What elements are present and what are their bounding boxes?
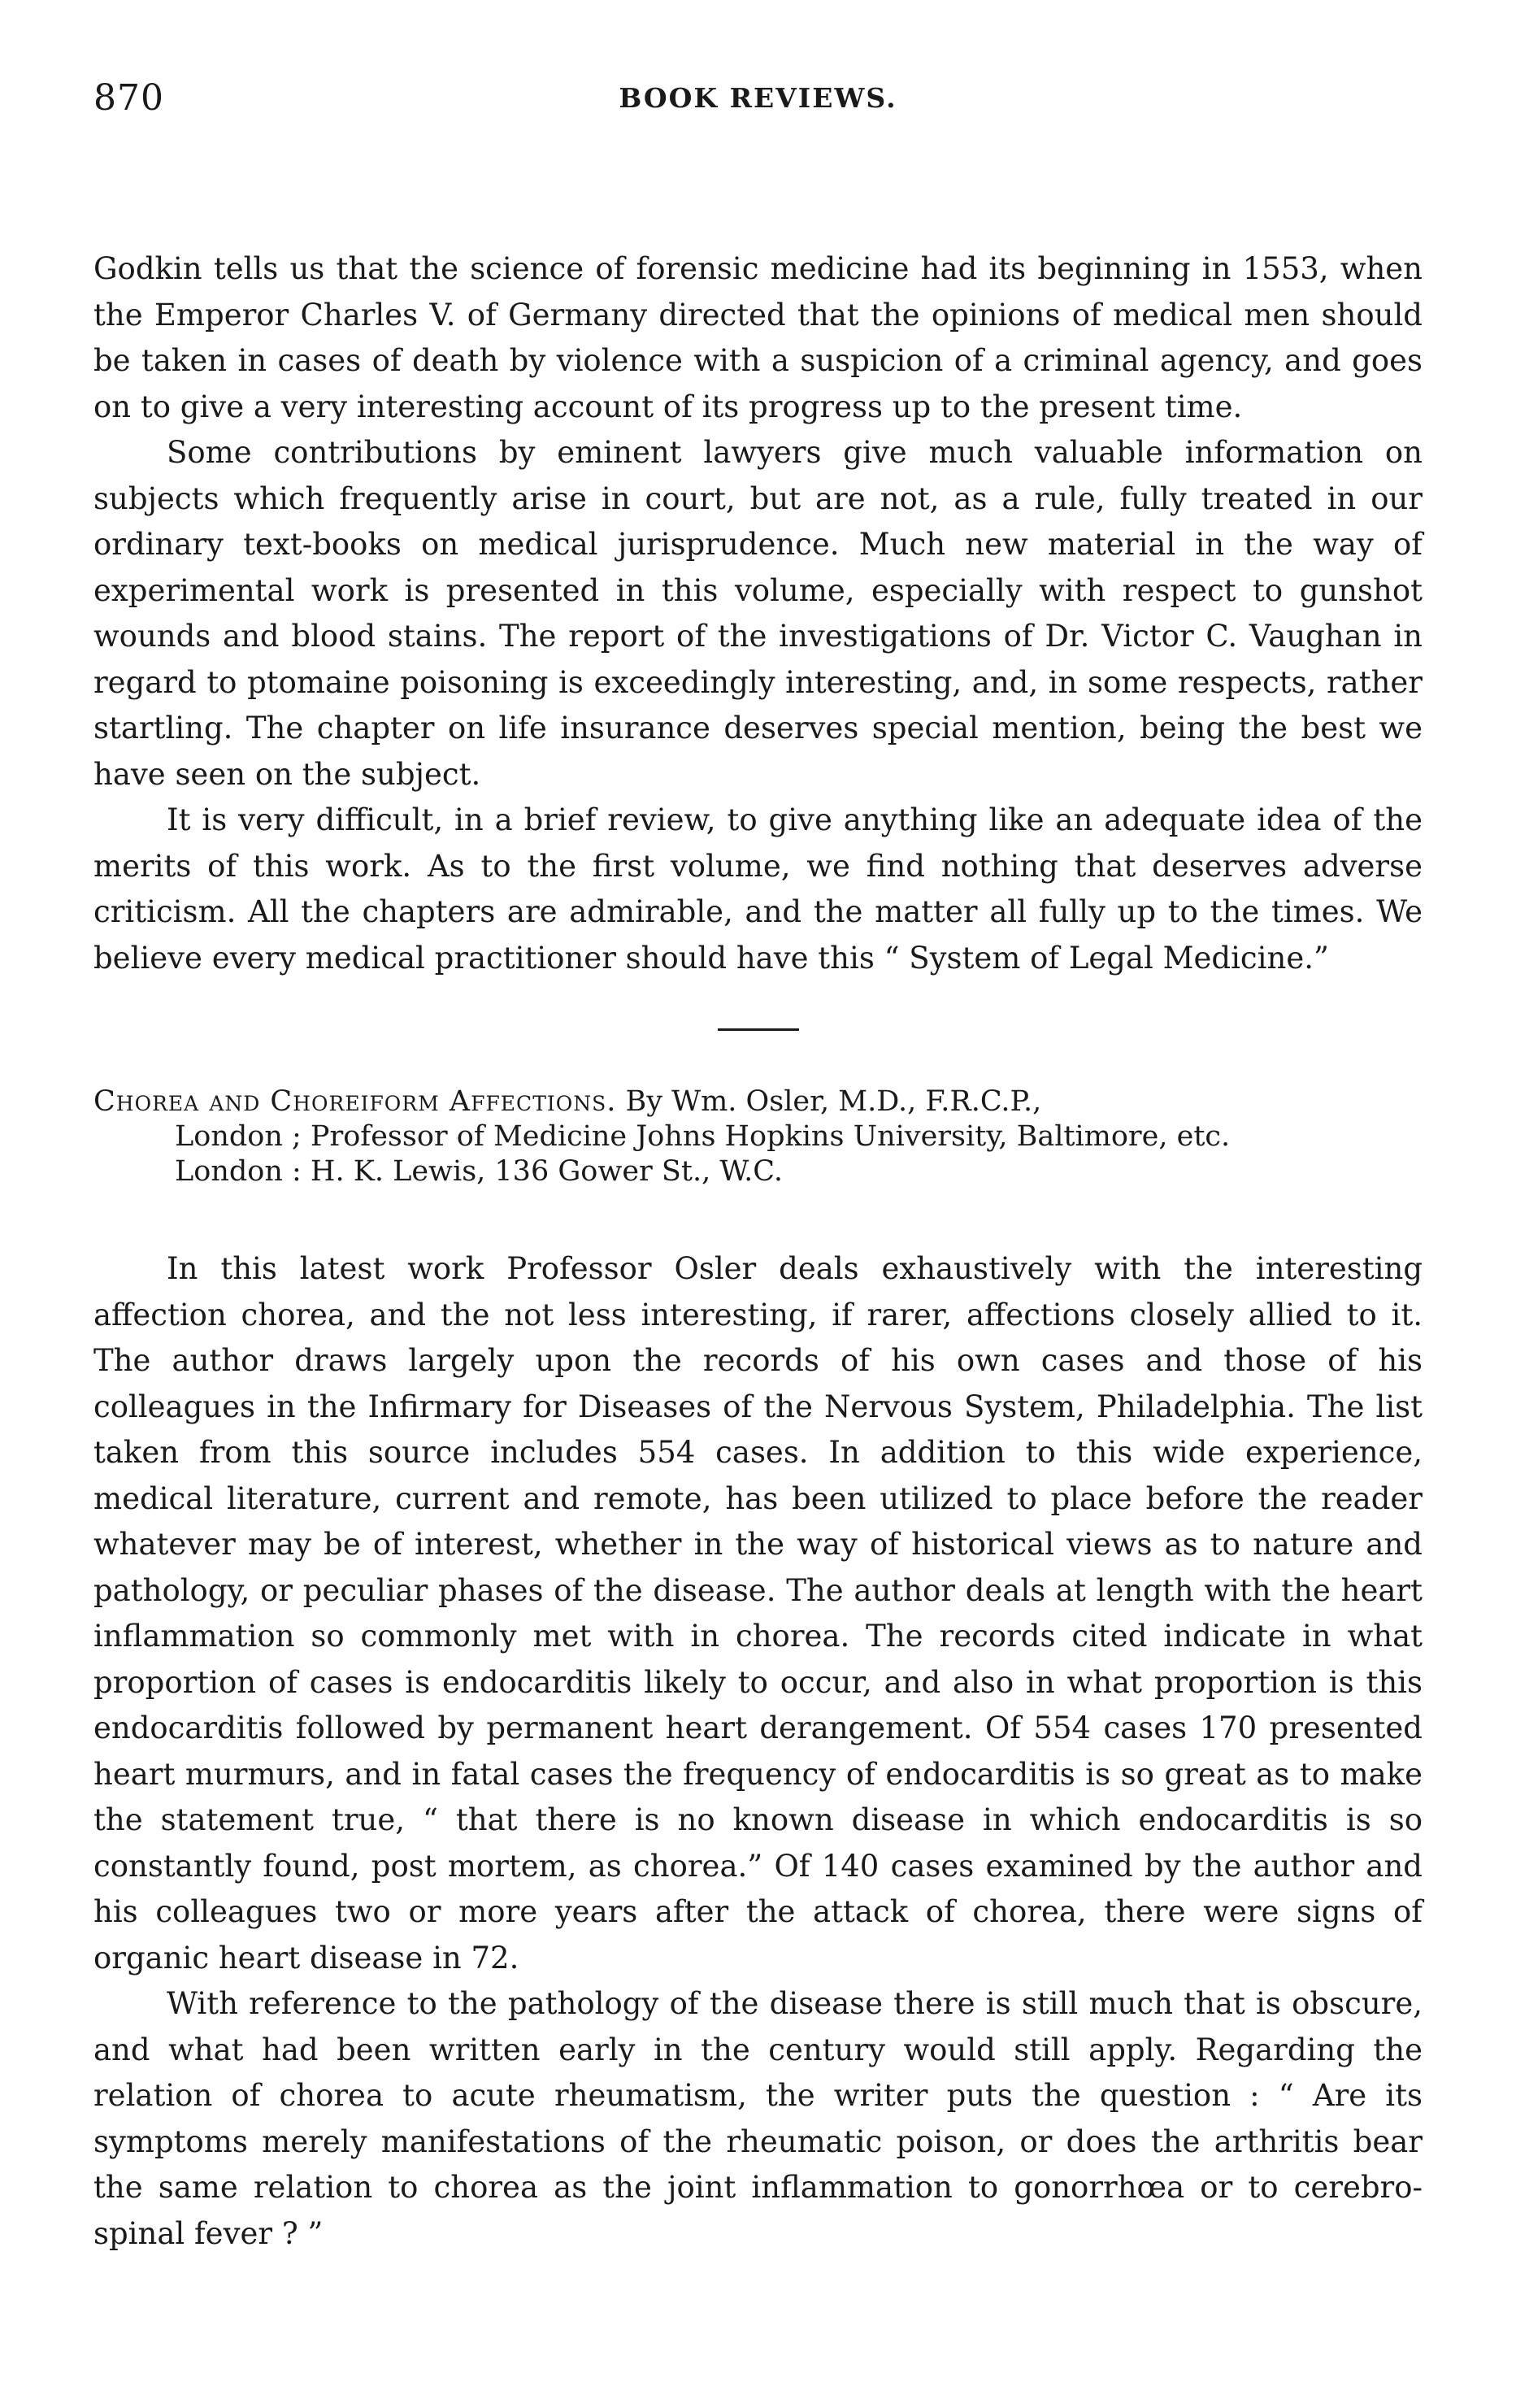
page-number: 870 xyxy=(93,77,164,119)
review-two-heading xyxy=(93,1084,1423,1189)
running-head xyxy=(93,77,1423,134)
book-author: By Wm. Osler, M.D., F.R.C.P., xyxy=(625,1085,1042,1118)
review-two-paragraph-1: In this latest work Professor Osler deals exhaustively with the interesting affection chorea, and the not less interesting, if rarer, affections closely allied to it. The author draws largely upon the records of his own cases and those of his colleagues in the Infirmary for Diseases of the Nervous System, Philadelphia. The list taken from this source includes 554 cases. In addition to this wide experience, medical literature, current and remote, has been utilized to place before the reader whatever may be of interest, whether in the way of historical views as to nature and pathology, or peculiar phases of the disease. The author deals at length with the heart inflammation so commonly met with in chorea. The records cited indicate in what proportion of cases is endocarditis likely to occur, and also in what proportion is this endocarditis followed by permanent heart derangement. Of 554 cases 170 presented heart murmurs, and in fatal cases the frequency of endocarditis is so great as to make the statement true, “ that there is no known disease in which endocarditis is so constantly found, post mortem, as chorea.” Of 140 cases examined by the author and his colleagues two or more years after the attack of chorea, there were signs of organic heart disease in 72. xyxy=(93,1251,1423,1976)
review-two-paragraph-2: With reference to the pathology of the disease there is still much that is obscure, and what had been written early in the century would still apply. Regarding the relation of chorea to acute rheumatism, the writer puts the question : “ Are its symptoms merely manifestations of the rheumatic poison, or does the arthritis bear the same relation to chorea as the joint inflammation to gonorrhœa or to cerebro-spinal fever ? ” xyxy=(93,1986,1423,2251)
review-two xyxy=(93,1246,1423,2257)
review-one-paragraph-3: It is very difficult, in a brief review, to give anything like an adequate idea of the merits of this work. As to the first volume, we find nothing that deserves adverse criticism. All the chapters are admirable, and the matter all fully up to the times. We believe every medical practitioner should have this “ System of Legal Medicine.” xyxy=(93,802,1423,976)
review-two-heading-line-1 xyxy=(93,1084,1423,1119)
review-one xyxy=(93,246,1423,981)
running-title: BOOK REVIEWS. xyxy=(619,82,897,114)
review-one-paragraph-2: Some contributions by eminent lawyers give much valuable information on subjects which frequently arise in court, but are not, as a rule, fully treated in our ordinary text-books on medical jurisprudence. Much new material in the way of experimental work is presented in this volume, especially with respect to gunshot wounds and blood stains. The report of the investigations of Dr. Victor C. Vaughan in regard to ptomaine poisoning is exceedingly interesting, and, in some respects, rather startling. The chapter on life insurance deserves special mention, being the best we have seen on the subject. xyxy=(93,435,1423,792)
review-two-heading-line-3: London : H. K. Lewis, 136 Gower St., W.C. xyxy=(175,1155,783,1188)
book-title: Chorea and Choreiform Affections. xyxy=(93,1085,617,1118)
section-divider xyxy=(718,1028,799,1031)
review-two-heading-line-2: London ; Professor of Medicine Johns Hopkins University, Baltimore, etc. xyxy=(175,1120,1231,1153)
book-page xyxy=(93,77,1423,2257)
review-one-paragraph-1: Godkin tells us that the science of forensic medicine had its beginning in 1553, when the Emperor Charles V. of Germany directed that the opinions of medical men should be taken in cases of death by violence with a suspicion of a criminal agency, and goes on to give a very interesting account of its progress up to the present time. xyxy=(93,251,1423,424)
